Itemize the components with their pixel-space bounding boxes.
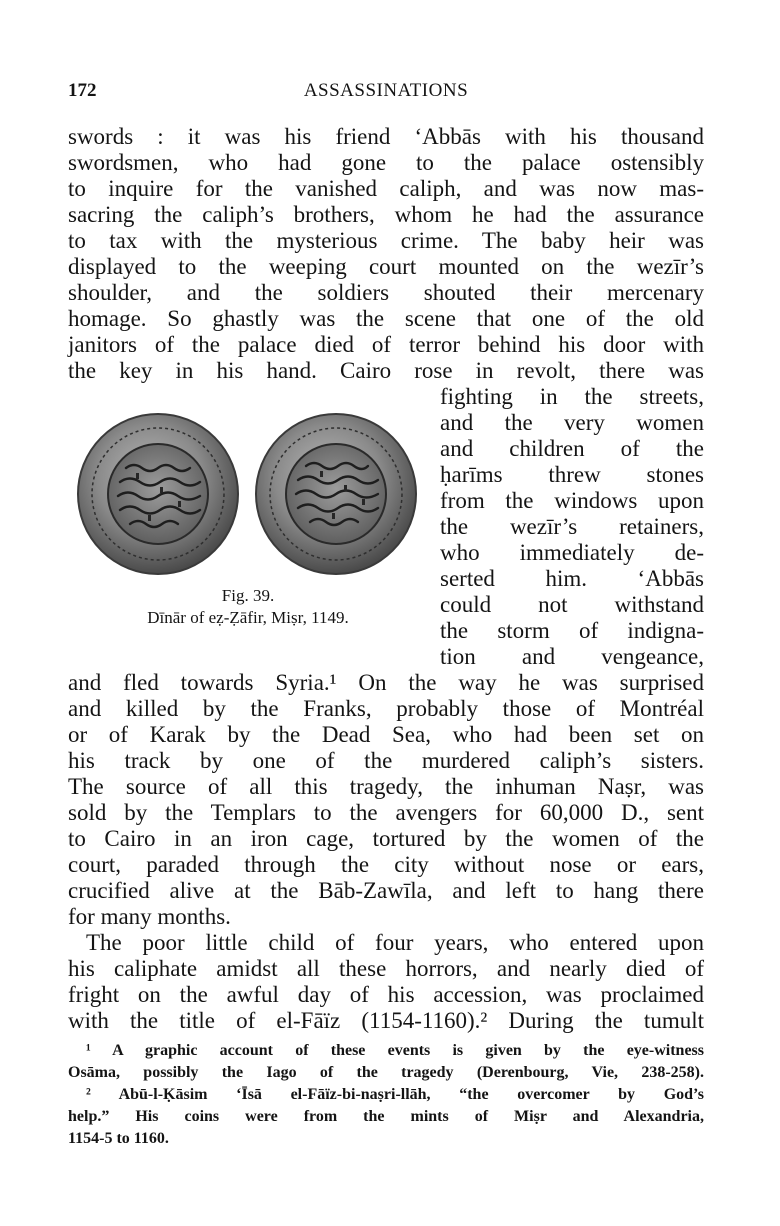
running-title: ASSASSINATIONS bbox=[303, 80, 469, 101]
body-line: his track by one of the murdered caliph’s sisters. bbox=[68, 748, 704, 773]
footnote-line: ² Abū-l-Ḳāsim ‘Īsā el-Fāïz-bi-naṣri-llāh, “the overcomer by God’s bbox=[86, 1086, 704, 1103]
body-line: sold by the Templars to the avengers for 60,000 D., sent bbox=[68, 800, 704, 825]
body-line: janitors of the palace died of terror behind his door with bbox=[68, 332, 704, 357]
figure-coins bbox=[68, 410, 428, 642]
body-line: homage. So ghastly was the scene that one of the old bbox=[68, 306, 704, 331]
body-line-narrow: tion and vengeance, bbox=[440, 644, 704, 669]
body-line: the key in his hand. Cairo rose in revolt, there was bbox=[68, 358, 704, 383]
body-line: swords : it was his friend ‘Abbās with his thousand bbox=[68, 124, 704, 149]
body-line-narrow: and the very women bbox=[440, 410, 704, 435]
body-line: for many months. bbox=[68, 904, 231, 929]
body-line: The source of all this tragedy, the inhuman Naṣr, was bbox=[68, 774, 704, 799]
page-number: 172 bbox=[68, 80, 97, 101]
coin-reverse bbox=[256, 414, 416, 574]
body-line-narrow: who immediately de- bbox=[440, 540, 704, 565]
coin-image bbox=[74, 410, 420, 580]
body-line: or of Karak by the Dead Sea, who had been set on bbox=[68, 722, 704, 747]
body-line-narrow: serted him. ‘Abbās bbox=[440, 566, 704, 591]
body-line-narrow: the storm of indigna- bbox=[440, 618, 704, 643]
body-line: shoulder, and the soldiers shouted their mercenary bbox=[68, 280, 704, 305]
body-line: swordsmen, who had gone to the palace ostensibly bbox=[68, 150, 704, 175]
footnote-line: Osāma, possibly the Iago of the tragedy (Derenbourg, Vie, 238-258). bbox=[68, 1064, 704, 1081]
body-line-narrow: the wezīr’s retainers, bbox=[440, 514, 704, 539]
body-line: crucified alive at the Bāb-Zawīla, and left to hang there bbox=[68, 878, 704, 903]
body-line: displayed to the weeping court mounted on the wezīr’s bbox=[68, 254, 704, 279]
figure-label: Fig. 39. bbox=[221, 586, 275, 605]
body-line: fright on the awful day of his accession, was proclaimed bbox=[68, 982, 704, 1007]
body-line: his caliphate amidst all these horrors, and nearly died of bbox=[68, 956, 704, 981]
body-line: to inquire for the vanished caliph, and was now mas- bbox=[68, 176, 704, 201]
body-line: to tax with the mysterious crime. The baby heir was bbox=[68, 228, 704, 253]
body-line: The poor little child of four years, who entered upon bbox=[86, 930, 704, 955]
body-line-narrow: ḥarīms threw stones bbox=[440, 462, 704, 487]
body-line-narrow: and children of the bbox=[440, 436, 704, 461]
body-line: court, paraded through the city without nose or ears, bbox=[68, 852, 704, 877]
body-line: and killed by the Franks, probably those of Montréal bbox=[68, 696, 704, 721]
body-line: sacring the caliph’s brothers, whom he had the assurance bbox=[68, 202, 704, 227]
page-header bbox=[68, 80, 704, 106]
footnote-line: ¹ A graphic account of these events is given by the eye-witness bbox=[86, 1042, 704, 1059]
footnote-line: 1154-5 to 1160. bbox=[68, 1130, 169, 1147]
body-line: to Cairo in an iron cage, tortured by the women of the bbox=[68, 826, 704, 851]
body-line-narrow: from the windows upon bbox=[440, 488, 704, 513]
body-line-narrow: could not withstand bbox=[440, 592, 704, 617]
figure-caption: Dīnār of eẓ-Ẓāfir, Miṣr, 1149. bbox=[147, 608, 349, 627]
coin-obverse bbox=[78, 414, 238, 574]
body-line: and fled towards Syria.¹ On the way he was surprised bbox=[68, 670, 704, 695]
footnote-line: help.” His coins were from the mints of Miṣr and Alexandria, bbox=[68, 1108, 704, 1125]
body-line: with the title of el-Fāïz (1154-1160).² During the tumult bbox=[68, 1008, 704, 1033]
body-line-narrow: fighting in the streets, bbox=[440, 384, 704, 409]
